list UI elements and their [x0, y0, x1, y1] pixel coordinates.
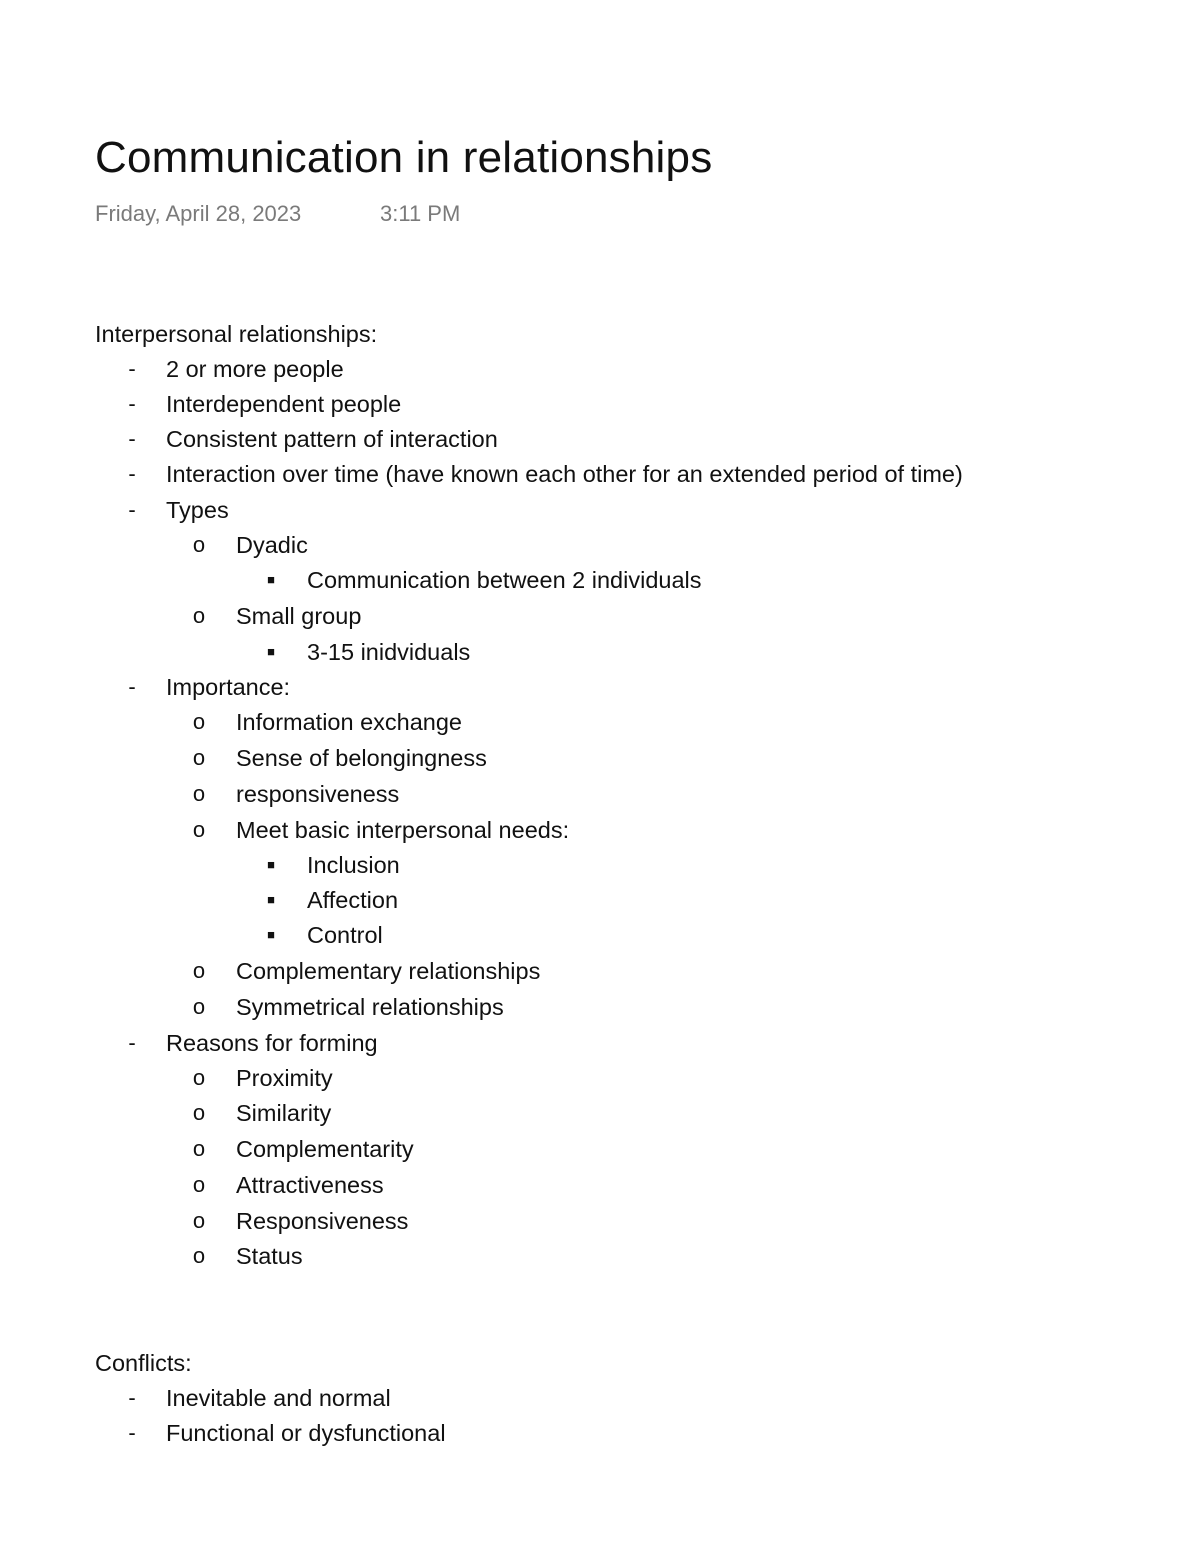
square-bullet-icon: ■ [267, 644, 275, 659]
list-item [0, 882, 1200, 918]
circle-bullet-icon: o [192, 958, 206, 983]
dash-bullet-icon: - [128, 461, 136, 486]
list-item [0, 1095, 1200, 1131]
dash-bullet-icon: - [128, 1385, 136, 1410]
list-item [0, 989, 1200, 1025]
list-item [0, 1415, 1200, 1451]
dash-bullet-icon: - [128, 497, 136, 522]
circle-bullet-icon: o [192, 709, 206, 734]
dash-bullet-icon: - [128, 356, 136, 381]
circle-bullet-icon: o [192, 817, 206, 842]
list-item-text: Complementarity [236, 1136, 414, 1162]
circle-bullet-icon: o [192, 603, 206, 628]
list-item [0, 704, 1200, 740]
note-time: 3:11 PM [380, 201, 461, 226]
square-bullet-icon: ■ [267, 857, 275, 872]
note-body [0, 316, 1200, 1446]
list-item [0, 562, 1200, 598]
list-item [0, 917, 1200, 953]
list-item-text: Inclusion [307, 852, 400, 878]
list-item-text: Types [166, 497, 229, 523]
list-item-text: Functional or dysfunctional [166, 1420, 446, 1446]
circle-bullet-icon: o [192, 1208, 206, 1233]
list-item [0, 1167, 1200, 1203]
square-bullet-icon: ■ [267, 927, 275, 942]
circle-bullet-icon: o [192, 1172, 206, 1197]
list-item [0, 847, 1200, 883]
circle-bullet-icon: o [192, 1065, 206, 1090]
dash-bullet-icon: - [128, 391, 136, 416]
square-bullet-icon: ■ [267, 572, 275, 587]
list-item-text: Small group [236, 603, 362, 629]
list-item-text: Interdependent people [166, 391, 402, 417]
list-item-text: 2 or more people [166, 356, 344, 382]
list-item-text: Sense of belongingness [236, 745, 487, 771]
list-item-reasons [0, 1025, 1200, 1061]
list-item-dyadic [0, 527, 1200, 563]
list-item [0, 351, 1200, 387]
list-item [0, 776, 1200, 812]
list-item [0, 1203, 1200, 1239]
list-item-text: responsiveness [236, 781, 400, 807]
list-item-text: 3-15 inidviduals [307, 639, 471, 665]
page-title: Communication in relationships [95, 133, 713, 182]
list-item [0, 421, 1200, 457]
dash-bullet-icon: - [128, 674, 136, 699]
list-item-text: Dyadic [236, 532, 308, 558]
circle-bullet-icon: o [192, 1100, 206, 1125]
list-item-text: Similarity [236, 1100, 332, 1126]
list-item [0, 953, 1200, 989]
list-item-text: Symmetrical relationships [236, 994, 504, 1020]
list-item [0, 456, 1200, 492]
list-item [0, 812, 1200, 848]
dash-bullet-icon: - [128, 1420, 136, 1445]
note-timestamp [95, 200, 461, 228]
note-date: Friday, April 28, 2023 [95, 201, 302, 226]
circle-bullet-icon: o [192, 1243, 206, 1268]
list-item [0, 1238, 1200, 1274]
list-item-text: Responsiveness [236, 1208, 409, 1234]
list-item-text: Control [307, 922, 383, 948]
list-item-text: Importance: [166, 674, 291, 700]
list-item-text: Consistent pattern of interaction [166, 426, 498, 452]
list-item-text: Information exchange [236, 709, 463, 735]
list-item-text: Affection [307, 887, 399, 913]
list-item [0, 1131, 1200, 1167]
section-heading-interpersonal: Interpersonal relationships: [95, 321, 378, 347]
list-item [0, 386, 1200, 422]
list-item [0, 740, 1200, 776]
circle-bullet-icon: o [192, 994, 206, 1019]
circle-bullet-icon: o [192, 1136, 206, 1161]
list-item-text: Reasons for forming [166, 1030, 378, 1056]
circle-bullet-icon: o [192, 781, 206, 806]
list-item-text: Inevitable and normal [166, 1385, 391, 1411]
list-item-types [0, 492, 1200, 528]
circle-bullet-icon: o [192, 532, 206, 557]
list-item-text: Attractiveness [236, 1172, 384, 1198]
list-item-text: Proximity [236, 1065, 333, 1091]
dash-bullet-icon: - [128, 426, 136, 451]
circle-bullet-icon: o [192, 745, 206, 770]
list-item-importance [0, 669, 1200, 705]
list-item-text: Meet basic interpersonal needs: [236, 817, 570, 843]
list-item [0, 634, 1200, 670]
list-item-text: Status [236, 1243, 303, 1269]
list-item [0, 1060, 1200, 1096]
square-bullet-icon: ■ [267, 892, 275, 907]
dash-bullet-icon: - [128, 1030, 136, 1055]
list-item-text: Communication between 2 individuals [307, 567, 702, 593]
list-item-text: Complementary relationships [236, 958, 541, 984]
list-item-text: Interaction over time (have known each other for an extended period of time) [166, 461, 963, 487]
list-item-small-group [0, 598, 1200, 634]
list-item [0, 1380, 1200, 1416]
section-heading-conflicts: Conflicts: [95, 1350, 192, 1376]
